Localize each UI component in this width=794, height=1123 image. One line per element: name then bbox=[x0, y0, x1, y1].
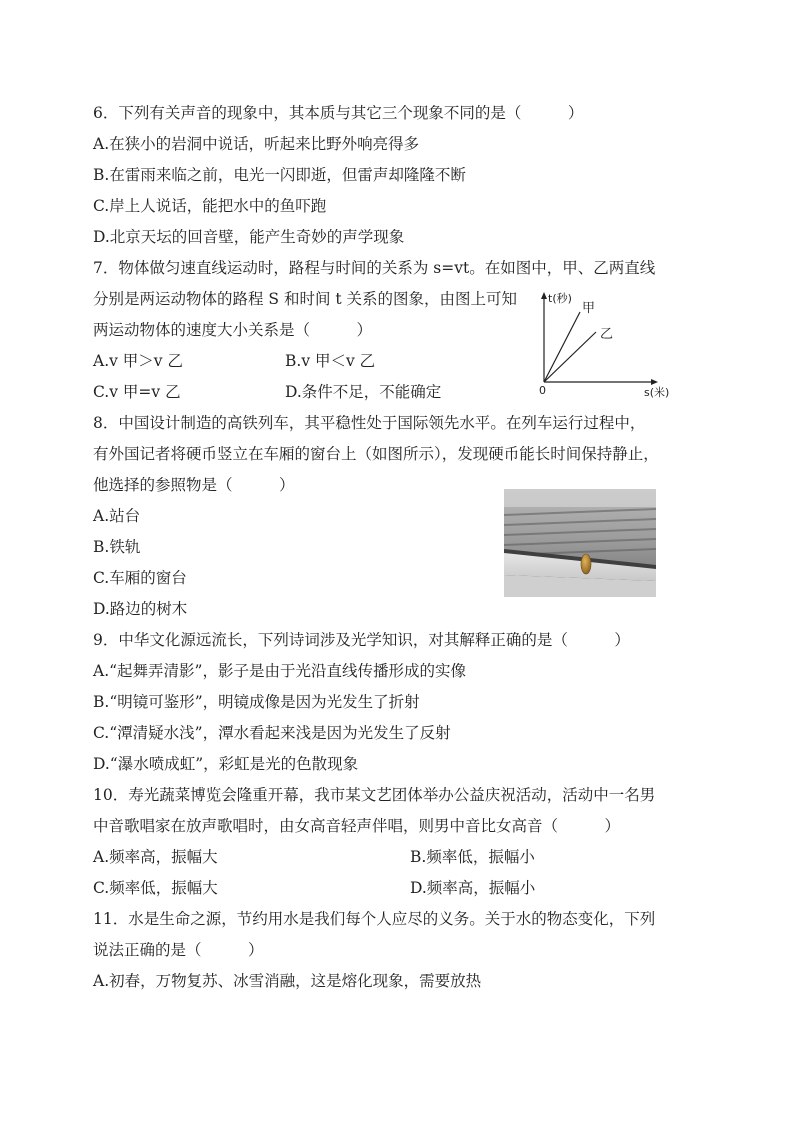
line-jia bbox=[544, 312, 580, 382]
x-axis-label: s(米) bbox=[644, 386, 670, 399]
q7-option-a: A.v 甲＞v 乙 bbox=[93, 352, 183, 370]
coin-on-windowsill-photo bbox=[504, 489, 656, 597]
q8-stem-line-3: 他选择的参照物是（ ） bbox=[93, 476, 295, 494]
q7-option-d: D.条件不足，不能确定 bbox=[285, 383, 442, 401]
q9-stem: 9．中华文化源远流长，下列诗词涉及光学知识，对其解释正确的是（ ） bbox=[93, 631, 630, 649]
q8-stem-line-2: 有外国记者将硬币竖立在车厢的窗台上（如图所示），发现硬币能长时间保持静止， bbox=[93, 445, 659, 463]
photo-svg bbox=[504, 489, 656, 597]
q7-stem-line-1: 7．物体做匀速直线运动时，路程与时间的关系为 s=vt。在如图中，甲、乙两直线 bbox=[93, 259, 656, 277]
q9-option-a: A.“起舞弄清影”，影子是由于光沿直线传播形成的实像 bbox=[93, 662, 466, 680]
line-jia-label: 甲 bbox=[582, 301, 596, 316]
q7-option-c: C.v 甲=v 乙 bbox=[93, 383, 181, 401]
line-yi-label: 乙 bbox=[600, 327, 614, 342]
q10-stem-line-2: 中音歌唱家在放声歌唱时，由女高音轻声伴唱，则男中音比女高音（ ） bbox=[93, 817, 621, 835]
q11-stem-line-2: 说法正确的是（ ） bbox=[93, 941, 264, 959]
q6-option-c: C.岸上人说话，能把水中的鱼吓跑 bbox=[93, 197, 327, 215]
q8-option-c: C.车厢的窗台 bbox=[93, 569, 187, 587]
st-graph-svg bbox=[532, 290, 670, 400]
q10-option-c: C.频率低，振幅大 bbox=[93, 879, 218, 897]
q10-option-d: D.频率高，振幅小 bbox=[410, 879, 536, 897]
line-yi bbox=[544, 332, 596, 382]
q10-stem-line-1: 10．寿光蔬菜博览会隆重开幕，我市某文艺团体举办公益庆祝活动，活动中一名男 bbox=[93, 786, 656, 804]
q7-stem-line-3: 两运动物体的速度大小关系是（ ） bbox=[93, 321, 373, 339]
q8-option-b: B.铁轨 bbox=[93, 538, 141, 556]
x-axis-arrow-icon bbox=[651, 379, 658, 385]
q9-option-c: C.“潭清疑水浅”，潭水看起来浅是因为光发生了反射 bbox=[93, 724, 451, 742]
q6-option-d: D.北京天坛的回音壁，能产生奇妙的声学现象 bbox=[93, 228, 405, 246]
origin-label: 0 bbox=[539, 384, 546, 397]
q6-option-a: A.在狭小的岩洞中说话，听起来比野外响亮得多 bbox=[93, 135, 420, 153]
y-axis-arrow-icon bbox=[541, 292, 547, 299]
q7-option-b: B.v 甲＜v 乙 bbox=[285, 352, 376, 370]
coin-icon bbox=[581, 554, 591, 574]
q7-stem-line-2: 分别是两运动物体的路程 S 和时间 t 关系的图象，由图上可知 bbox=[93, 290, 518, 308]
q11-option-a: A.初春，万物复苏、冰雪消融，这是熔化现象，需要放热 bbox=[93, 972, 482, 990]
q10-option-b: B.频率低，振幅小 bbox=[410, 848, 535, 866]
q11-stem-line-1: 11．水是生命之源，节约用水是我们每个人应尽的义务。关于水的物态变化，下列 bbox=[93, 910, 656, 928]
q8-option-a: A.站台 bbox=[93, 507, 141, 525]
q8-stem-line-1: 8．中国设计制造的高铁列车，其平稳性处于国际领先水平。在列车运行过程中， bbox=[93, 414, 646, 432]
y-axis-label: t(秒) bbox=[548, 292, 572, 305]
q9-option-d: D.“瀑水喷成虹”，彩虹是光的色散现象 bbox=[93, 755, 359, 773]
q6-stem: 6．下列有关声音的现象中，其本质与其它三个现象不同的是（ ） bbox=[93, 104, 584, 122]
q8-option-d: D.路边的树木 bbox=[93, 600, 188, 618]
q6-option-b: B.在雷雨来临之前，电光一闪即逝，但雷声却隆隆不断 bbox=[93, 166, 466, 184]
q10-option-a: A.频率高，振幅大 bbox=[93, 848, 218, 866]
q7-st-graph bbox=[532, 290, 670, 400]
q9-option-b: B.“明镜可鉴形”，明镜成像是因为光发生了折射 bbox=[93, 693, 420, 711]
